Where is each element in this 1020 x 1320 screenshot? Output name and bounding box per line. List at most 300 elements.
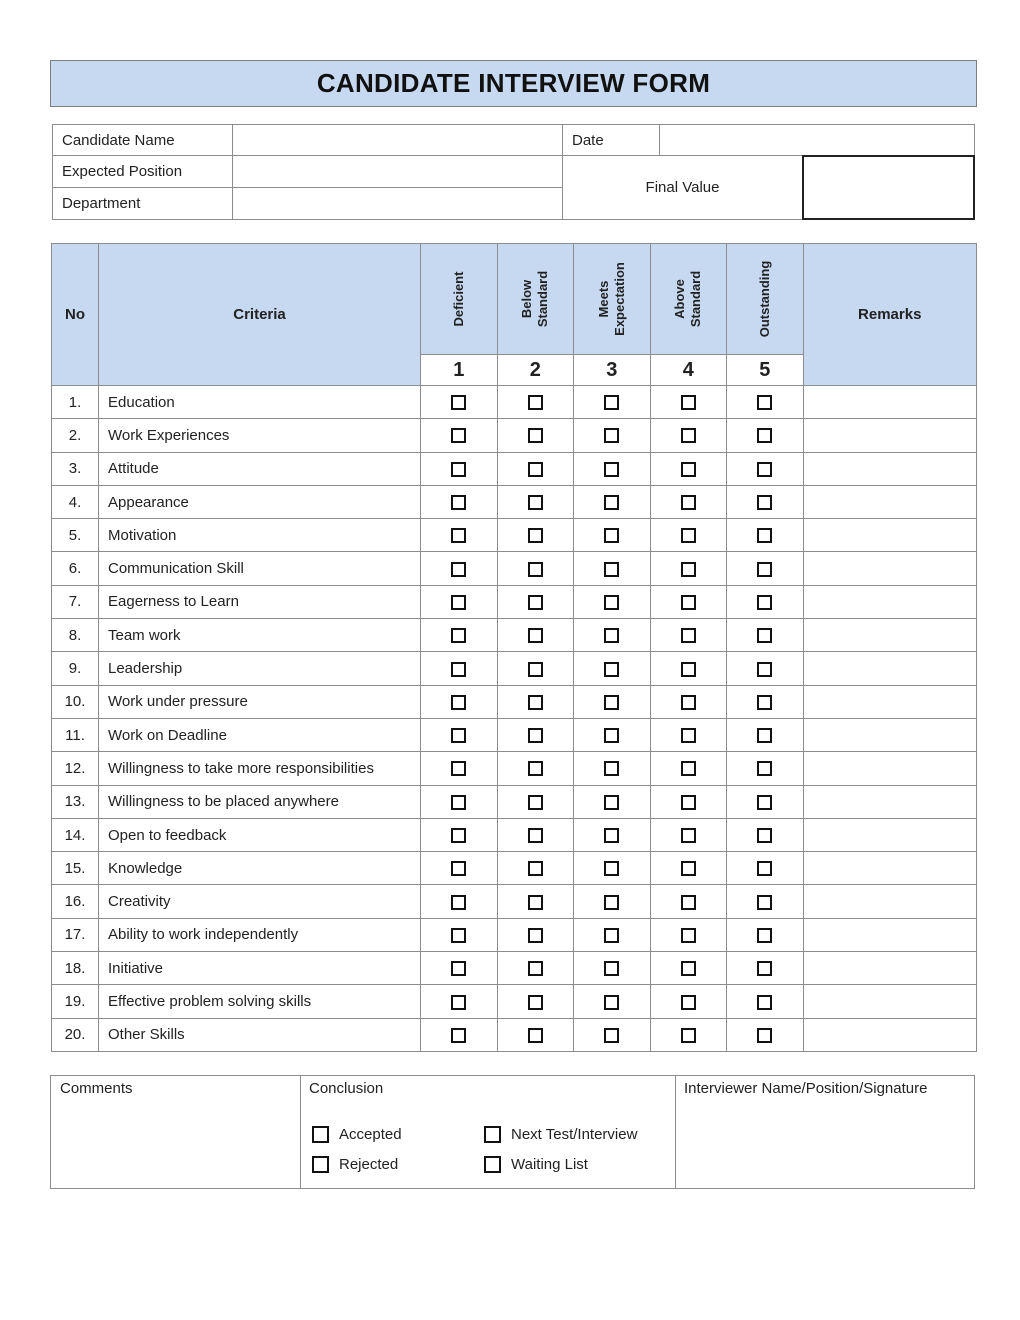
criteria-name: Education — [99, 386, 421, 419]
header-rating-3: Meets Expectation — [574, 244, 651, 355]
remarks-cell[interactable] — [803, 519, 977, 552]
table-row — [52, 952, 977, 985]
rating-cell-4 — [650, 452, 727, 485]
header-remarks: Remarks — [803, 244, 977, 386]
rating-cell-2 — [497, 752, 574, 785]
table-row — [52, 818, 977, 851]
rating-checkbox-1[interactable] — [451, 895, 466, 910]
rating-checkbox-3[interactable] — [604, 795, 619, 810]
rating-checkbox-1[interactable] — [451, 695, 466, 710]
row-number: 17. — [52, 918, 99, 951]
rating-checkbox-2[interactable] — [528, 928, 543, 943]
rating-checkbox-3[interactable] — [604, 528, 619, 543]
remarks-cell[interactable] — [803, 585, 977, 618]
rating-checkbox-1[interactable] — [451, 1028, 466, 1043]
table-row — [52, 1018, 977, 1051]
row-number: 19. — [52, 985, 99, 1018]
rating-checkbox-3[interactable] — [604, 695, 619, 710]
rating-checkbox-2[interactable] — [528, 395, 543, 410]
rating-cell-4 — [650, 685, 727, 718]
rating-cell-4 — [650, 785, 727, 818]
rating-cell-1 — [421, 818, 498, 851]
conclusion-label: Conclusion — [309, 1080, 384, 1097]
rating-cell-1 — [421, 685, 498, 718]
rating-checkbox-2[interactable] — [528, 628, 543, 643]
rating-cell-2 — [497, 419, 574, 452]
candidate-name-label: Candidate Name — [52, 124, 233, 156]
rating-checkbox-3[interactable] — [604, 761, 619, 776]
rating-checkbox-4[interactable] — [681, 928, 696, 943]
rating-checkbox-5[interactable] — [757, 695, 772, 710]
rating-checkbox-1[interactable] — [451, 562, 466, 577]
rating-checkbox-5[interactable] — [757, 928, 772, 943]
accepted-checkbox[interactable] — [312, 1126, 329, 1143]
remarks-cell[interactable] — [803, 718, 977, 751]
department-field[interactable] — [232, 187, 563, 220]
rating-checkbox-2[interactable] — [528, 528, 543, 543]
table-row — [52, 985, 977, 1018]
rating-cell-4 — [650, 552, 727, 585]
form-title-bar — [50, 60, 977, 107]
rating-checkbox-3[interactable] — [604, 1028, 619, 1043]
table-row — [52, 718, 977, 751]
row-number: 12. — [52, 752, 99, 785]
rating-checkbox-5[interactable] — [757, 1028, 772, 1043]
option-waiting-list[interactable] — [484, 1156, 588, 1173]
rating-checkbox-1[interactable] — [451, 961, 466, 976]
rating-checkbox-3[interactable] — [604, 428, 619, 443]
rating-cell-4 — [650, 619, 727, 652]
comments-box[interactable] — [51, 1076, 301, 1188]
criteria-name: Communication Skill — [99, 552, 421, 585]
rating-checkbox-3[interactable] — [604, 628, 619, 643]
rating-checkbox-2[interactable] — [528, 761, 543, 776]
rating-cell-5 — [727, 852, 804, 885]
table-row — [52, 652, 977, 685]
interviewer-box[interactable] — [675, 1076, 974, 1188]
rating-checkbox-4[interactable] — [681, 662, 696, 677]
rating-cell-5 — [727, 585, 804, 618]
rating-cell-2 — [497, 852, 574, 885]
rating-checkbox-5[interactable] — [757, 495, 772, 510]
rating-checkbox-1[interactable] — [451, 628, 466, 643]
rating-cell-4 — [650, 718, 727, 751]
rating-checkbox-2[interactable] — [528, 595, 543, 610]
rating-checkbox-3[interactable] — [604, 462, 619, 477]
rating-cell-5 — [727, 519, 804, 552]
rating-checkbox-5[interactable] — [757, 761, 772, 776]
criteria-name: Willingness to take more responsibilities — [99, 752, 421, 785]
interviewer-label: Interviewer Name/Position/Signature — [684, 1080, 928, 1097]
rating-cell-4 — [650, 1018, 727, 1051]
rating-cell-2 — [497, 952, 574, 985]
rating-checkbox-3[interactable] — [604, 495, 619, 510]
option-accepted[interactable] — [312, 1126, 402, 1143]
rating-checkbox-5[interactable] — [757, 428, 772, 443]
remarks-cell[interactable] — [803, 619, 977, 652]
header-no: No — [52, 244, 99, 386]
criteria-name: Effective problem solving skills — [99, 985, 421, 1018]
rating-cell-1 — [421, 785, 498, 818]
rating-checkbox-3[interactable] — [604, 728, 619, 743]
rating-cell-2 — [497, 718, 574, 751]
rating-checkbox-5[interactable] — [757, 395, 772, 410]
row-number: 6. — [52, 552, 99, 585]
rating-cell-2 — [497, 885, 574, 918]
rating-cell-5 — [727, 552, 804, 585]
expected-position-label: Expected Position — [52, 155, 233, 188]
row-number: 10. — [52, 685, 99, 718]
rating-checkbox-2[interactable] — [528, 895, 543, 910]
expected-position-field[interactable] — [232, 155, 563, 188]
footer-section — [50, 1075, 975, 1189]
rating-number-1: 1 — [421, 355, 498, 386]
rating-checkbox-3[interactable] — [604, 662, 619, 677]
remarks-cell[interactable] — [803, 918, 977, 951]
rating-cell-1 — [421, 918, 498, 951]
rating-checkbox-1[interactable] — [451, 428, 466, 443]
row-number: 5. — [52, 519, 99, 552]
rating-cell-4 — [650, 419, 727, 452]
criteria-name: Work Experiences — [99, 419, 421, 452]
waiting-list-checkbox[interactable] — [484, 1156, 501, 1173]
rating-cell-4 — [650, 386, 727, 419]
table-row — [52, 785, 977, 818]
remarks-cell[interactable] — [803, 852, 977, 885]
rating-cell-3 — [574, 785, 651, 818]
rating-checkbox-4[interactable] — [681, 395, 696, 410]
rating-checkbox-2[interactable] — [528, 795, 543, 810]
rating-checkbox-3[interactable] — [604, 395, 619, 410]
row-number: 18. — [52, 952, 99, 985]
rating-checkbox-2[interactable] — [528, 728, 543, 743]
rating-checkbox-4[interactable] — [681, 728, 696, 743]
rating-checkbox-3[interactable] — [604, 928, 619, 943]
rating-cell-4 — [650, 985, 727, 1018]
rating-number-4: 4 — [650, 355, 727, 386]
table-row — [52, 519, 977, 552]
rating-checkbox-4[interactable] — [681, 828, 696, 843]
rating-cell-3 — [574, 485, 651, 518]
criteria-name: Willingness to be placed anywhere — [99, 785, 421, 818]
rating-cell-2 — [497, 1018, 574, 1051]
rating-cell-1 — [421, 718, 498, 751]
rating-cell-4 — [650, 952, 727, 985]
rating-cell-4 — [650, 519, 727, 552]
remarks-cell[interactable] — [803, 452, 977, 485]
rating-checkbox-1[interactable] — [451, 595, 466, 610]
rating-checkbox-5[interactable] — [757, 528, 772, 543]
row-number: 2. — [52, 419, 99, 452]
rating-checkbox-1[interactable] — [451, 861, 466, 876]
rating-cell-1 — [421, 952, 498, 985]
next-test-label: Next Test/Interview — [511, 1126, 638, 1143]
date-field[interactable] — [659, 124, 975, 156]
table-row — [52, 685, 977, 718]
remarks-cell[interactable] — [803, 552, 977, 585]
rating-checkbox-2[interactable] — [528, 562, 543, 577]
rating-checkbox-4[interactable] — [681, 695, 696, 710]
rating-cell-3 — [574, 685, 651, 718]
rating-cell-1 — [421, 985, 498, 1018]
next-test-checkbox[interactable] — [484, 1126, 501, 1143]
rating-checkbox-4[interactable] — [681, 761, 696, 776]
rating-cell-5 — [727, 419, 804, 452]
rating-cell-3 — [574, 452, 651, 485]
rating-checkbox-4[interactable] — [681, 895, 696, 910]
rating-cell-1 — [421, 752, 498, 785]
rating-checkbox-3[interactable] — [604, 828, 619, 843]
rating-checkbox-1[interactable] — [451, 462, 466, 477]
rating-checkbox-2[interactable] — [528, 695, 543, 710]
rating-cell-2 — [497, 519, 574, 552]
rating-cell-3 — [574, 619, 651, 652]
rating-cell-2 — [497, 585, 574, 618]
rating-cell-3 — [574, 918, 651, 951]
rating-checkbox-1[interactable] — [451, 662, 466, 677]
remarks-cell[interactable] — [803, 685, 977, 718]
rating-checkbox-4[interactable] — [681, 861, 696, 876]
criteria-name: Open to feedback — [99, 818, 421, 851]
row-number: 15. — [52, 852, 99, 885]
rating-checkbox-2[interactable] — [528, 662, 543, 677]
rating-cell-5 — [727, 885, 804, 918]
rating-checkbox-5[interactable] — [757, 861, 772, 876]
rating-checkbox-4[interactable] — [681, 495, 696, 510]
rating-cell-4 — [650, 652, 727, 685]
final-value-field[interactable] — [802, 155, 975, 220]
rating-checkbox-4[interactable] — [681, 562, 696, 577]
rating-cell-5 — [727, 818, 804, 851]
row-number: 13. — [52, 785, 99, 818]
remarks-cell[interactable] — [803, 785, 977, 818]
rating-checkbox-1[interactable] — [451, 928, 466, 943]
rating-cell-4 — [650, 752, 727, 785]
rating-checkbox-3[interactable] — [604, 861, 619, 876]
rating-checkbox-4[interactable] — [681, 995, 696, 1010]
rating-checkbox-3[interactable] — [604, 995, 619, 1010]
criteria-rows — [52, 386, 977, 1052]
criteria-name: Attitude — [99, 452, 421, 485]
rating-cell-2 — [497, 985, 574, 1018]
criteria-rating-table — [51, 243, 977, 1052]
criteria-name: Eagerness to Learn — [99, 585, 421, 618]
criteria-name: Knowledge — [99, 852, 421, 885]
table-row — [52, 585, 977, 618]
rating-cell-3 — [574, 885, 651, 918]
rating-cell-4 — [650, 852, 727, 885]
criteria-name: Other Skills — [99, 1018, 421, 1051]
rating-checkbox-1[interactable] — [451, 728, 466, 743]
table-row — [52, 885, 977, 918]
rating-checkbox-2[interactable] — [528, 462, 543, 477]
option-rejected[interactable] — [312, 1156, 398, 1173]
waiting-list-label: Waiting List — [511, 1156, 588, 1173]
remarks-cell[interactable] — [803, 386, 977, 419]
rating-checkbox-4[interactable] — [681, 628, 696, 643]
rating-cell-5 — [727, 918, 804, 951]
rating-checkbox-3[interactable] — [604, 961, 619, 976]
rating-checkbox-3[interactable] — [604, 562, 619, 577]
criteria-name: Appearance — [99, 485, 421, 518]
remarks-cell[interactable] — [803, 1018, 977, 1051]
rating-cell-1 — [421, 485, 498, 518]
rating-checkbox-4[interactable] — [681, 795, 696, 810]
rating-cell-3 — [574, 752, 651, 785]
rating-cell-1 — [421, 619, 498, 652]
remarks-cell[interactable] — [803, 752, 977, 785]
rating-checkbox-2[interactable] — [528, 861, 543, 876]
rating-cell-1 — [421, 386, 498, 419]
rating-cell-2 — [497, 818, 574, 851]
rating-checkbox-4[interactable] — [681, 595, 696, 610]
rating-checkbox-1[interactable] — [451, 395, 466, 410]
option-next-test[interactable] — [484, 1126, 637, 1143]
row-number: 11. — [52, 718, 99, 751]
rating-cell-1 — [421, 419, 498, 452]
remarks-cell[interactable] — [803, 419, 977, 452]
rating-number-2: 2 — [497, 355, 574, 386]
rating-checkbox-4[interactable] — [681, 428, 696, 443]
rating-checkbox-1[interactable] — [451, 528, 466, 543]
rating-cell-1 — [421, 652, 498, 685]
header-criteria: Criteria — [99, 244, 421, 386]
rating-cell-5 — [727, 785, 804, 818]
row-number: 7. — [52, 585, 99, 618]
rating-cell-2 — [497, 485, 574, 518]
remarks-cell[interactable] — [803, 485, 977, 518]
rating-checkbox-5[interactable] — [757, 562, 772, 577]
rating-cell-1 — [421, 885, 498, 918]
department-label: Department — [52, 187, 233, 220]
rating-cell-2 — [497, 785, 574, 818]
rating-checkbox-5[interactable] — [757, 595, 772, 610]
rating-checkbox-1[interactable] — [451, 495, 466, 510]
rating-cell-3 — [574, 652, 651, 685]
rating-cell-3 — [574, 419, 651, 452]
rating-checkbox-1[interactable] — [451, 828, 466, 843]
rating-cell-3 — [574, 818, 651, 851]
rating-checkbox-3[interactable] — [604, 595, 619, 610]
rating-checkbox-4[interactable] — [681, 462, 696, 477]
remarks-cell[interactable] — [803, 985, 977, 1018]
rating-cell-5 — [727, 485, 804, 518]
rating-cell-4 — [650, 485, 727, 518]
rating-cell-5 — [727, 652, 804, 685]
final-value-label: Final Value — [562, 155, 803, 220]
candidate-name-field[interactable] — [232, 124, 563, 156]
rating-checkbox-1[interactable] — [451, 795, 466, 810]
rating-checkbox-5[interactable] — [757, 828, 772, 843]
criteria-name: Work under pressure — [99, 685, 421, 718]
row-number: 4. — [52, 485, 99, 518]
remarks-cell[interactable] — [803, 952, 977, 985]
table-row — [52, 452, 977, 485]
rating-cell-5 — [727, 1018, 804, 1051]
rating-checkbox-5[interactable] — [757, 995, 772, 1010]
form-title: CANDIDATE INTERVIEW FORM — [316, 68, 711, 98]
rating-checkbox-4[interactable] — [681, 1028, 696, 1043]
table-row — [52, 619, 977, 652]
rating-checkbox-5[interactable] — [757, 895, 772, 910]
rating-cell-3 — [574, 519, 651, 552]
rating-checkbox-1[interactable] — [451, 995, 466, 1010]
rating-cell-3 — [574, 985, 651, 1018]
rating-cell-2 — [497, 619, 574, 652]
rating-checkbox-2[interactable] — [528, 828, 543, 843]
rating-cell-2 — [497, 552, 574, 585]
rating-checkbox-1[interactable] — [451, 761, 466, 776]
rating-checkbox-5[interactable] — [757, 795, 772, 810]
table-row — [52, 485, 977, 518]
remarks-cell[interactable] — [803, 818, 977, 851]
rating-cell-4 — [650, 585, 727, 618]
rating-checkbox-2[interactable] — [528, 995, 543, 1010]
rating-cell-3 — [574, 718, 651, 751]
remarks-cell[interactable] — [803, 885, 977, 918]
table-row — [52, 419, 977, 452]
rating-number-3: 3 — [574, 355, 651, 386]
table-row — [52, 552, 977, 585]
rating-cell-3 — [574, 585, 651, 618]
rating-checkbox-2[interactable] — [528, 1028, 543, 1043]
header-rating-1: Deficient — [421, 244, 498, 355]
criteria-name: Work on Deadline — [99, 718, 421, 751]
rating-checkbox-3[interactable] — [604, 895, 619, 910]
row-number: 14. — [52, 818, 99, 851]
rating-cell-5 — [727, 386, 804, 419]
rating-cell-1 — [421, 1018, 498, 1051]
rating-checkbox-5[interactable] — [757, 462, 772, 477]
criteria-name: Ability to work independently — [99, 918, 421, 951]
criteria-name: Leadership — [99, 652, 421, 685]
rating-cell-1 — [421, 552, 498, 585]
rating-checkbox-2[interactable] — [528, 961, 543, 976]
rating-cell-3 — [574, 552, 651, 585]
rating-cell-5 — [727, 452, 804, 485]
rating-checkbox-5[interactable] — [757, 961, 772, 976]
rating-checkbox-5[interactable] — [757, 628, 772, 643]
table-row — [52, 386, 977, 419]
rejected-checkbox[interactable] — [312, 1156, 329, 1173]
rating-checkbox-5[interactable] — [757, 728, 772, 743]
row-number: 16. — [52, 885, 99, 918]
rating-cell-4 — [650, 885, 727, 918]
rating-cell-5 — [727, 952, 804, 985]
rating-checkbox-2[interactable] — [528, 495, 543, 510]
comments-label: Comments — [60, 1080, 133, 1097]
rating-cell-1 — [421, 519, 498, 552]
rejected-label: Rejected — [339, 1156, 399, 1173]
rating-checkbox-5[interactable] — [757, 662, 772, 677]
rating-cell-5 — [727, 619, 804, 652]
rating-cell-2 — [497, 452, 574, 485]
rating-cell-3 — [574, 952, 651, 985]
rating-cell-3 — [574, 852, 651, 885]
row-number: 9. — [52, 652, 99, 685]
rating-checkbox-2[interactable] — [528, 428, 543, 443]
remarks-cell[interactable] — [803, 652, 977, 685]
row-number: 3. — [52, 452, 99, 485]
rating-cell-2 — [497, 386, 574, 419]
rating-cell-1 — [421, 452, 498, 485]
criteria-name: Creativity — [99, 885, 421, 918]
rating-cell-1 — [421, 852, 498, 885]
row-number: 20. — [52, 1018, 99, 1051]
rating-checkbox-4[interactable] — [681, 961, 696, 976]
rating-checkbox-4[interactable] — [681, 528, 696, 543]
rating-cell-3 — [574, 1018, 651, 1051]
